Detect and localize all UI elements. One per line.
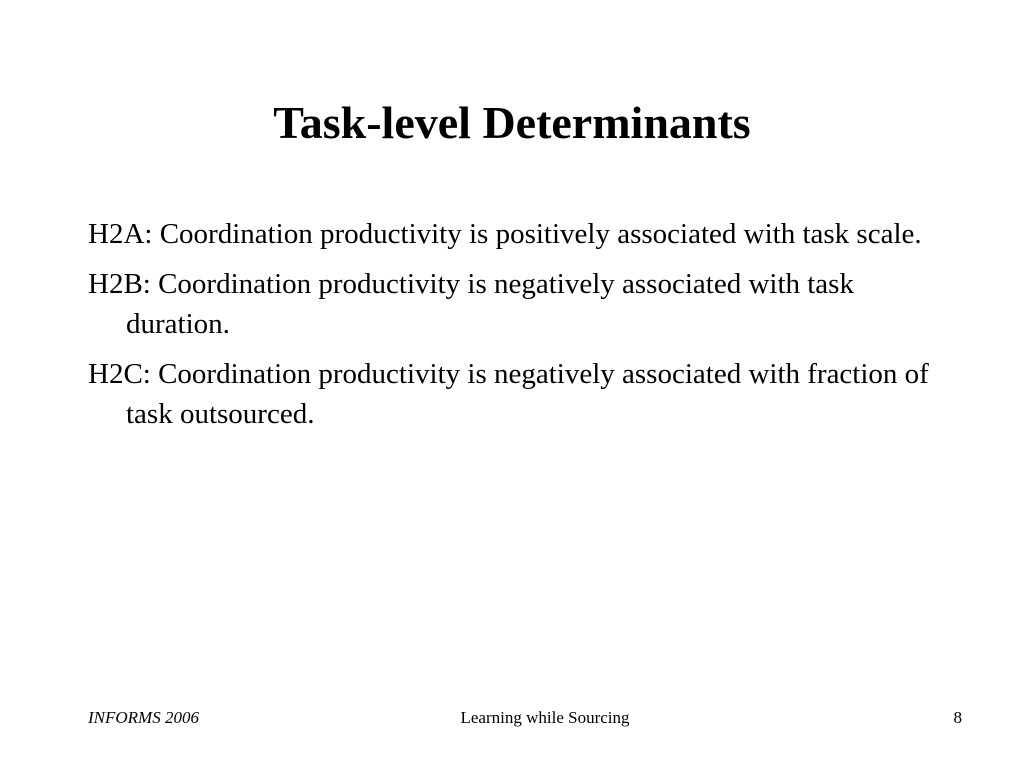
hypothesis-list <box>88 214 948 444</box>
footer-page-number: 8 <box>953 708 962 727</box>
footer-title: Learning while Sourcing <box>460 708 630 727</box>
hypothesis-h2c: H2C: Coordination productivity is negatively associated with fraction of task outsourced. <box>88 358 929 430</box>
hypothesis-h2a: H2A: Coordination productivity is positively associated with task scale. <box>88 218 922 250</box>
footer-conference: INFORMS 2006 <box>88 708 199 727</box>
slide-title: Task-level Determinants <box>273 97 751 148</box>
hypothesis-h2b: H2B: Coordination productivity is negatively associated with task duration. <box>88 268 854 340</box>
